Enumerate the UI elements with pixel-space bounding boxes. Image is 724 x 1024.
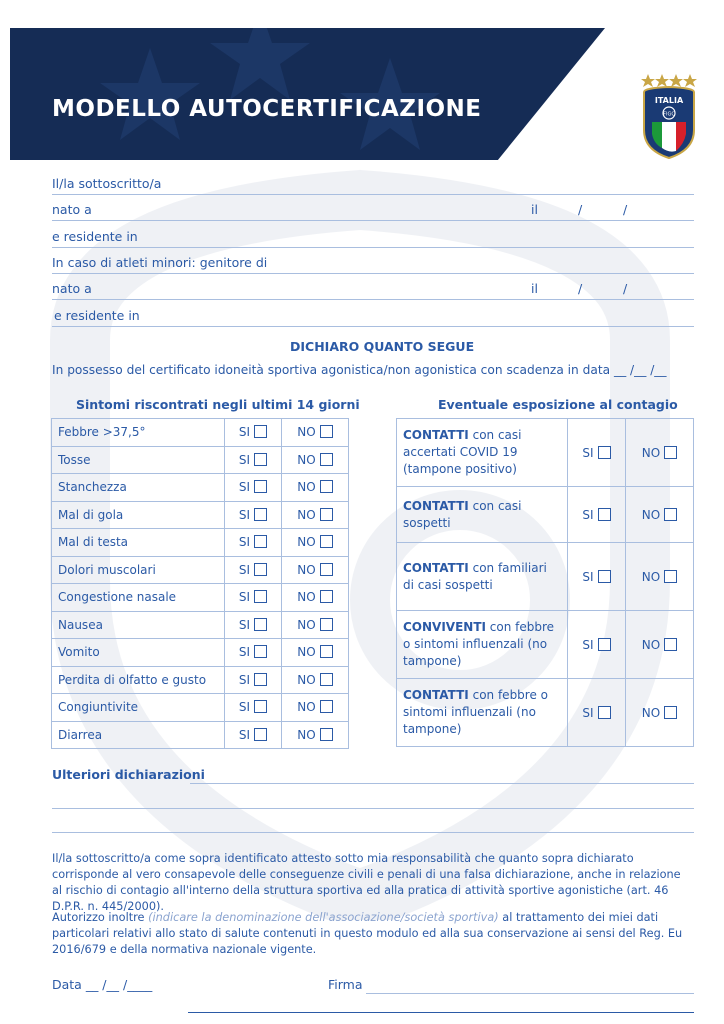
input-line-nato-a-2[interactable]: [52, 299, 694, 300]
no-checkbox[interactable]: [320, 535, 333, 548]
input-line-genitore[interactable]: [52, 273, 694, 274]
esposizione-heading: Eventuale esposizione al contagio: [438, 397, 678, 412]
no-label: NO: [297, 507, 316, 522]
label-residente-2: e residente in: [54, 308, 140, 323]
esposizione-label: [397, 679, 568, 747]
si-cell: [225, 474, 282, 502]
sintomo-label: Nausea: [52, 611, 225, 639]
crest-text: ITALIA: [654, 96, 684, 105]
sintomo-label: Mal di gola: [52, 501, 225, 529]
no-checkbox[interactable]: [320, 425, 333, 438]
si-checkbox[interactable]: [254, 425, 267, 438]
si-label: SI: [238, 727, 251, 742]
si-label: SI: [238, 535, 251, 550]
no-label: NO: [297, 617, 316, 632]
autorizzo-text: al trattamento dei miei dati particolari relativi allo stato di salute contenuti in questo modulo ed alla sua conservazione ai sensi del Reg. Eu 2016/679 e della normativa nazionale vigente.: [52, 911, 683, 956]
no-cell: [281, 639, 348, 667]
attesto-paragraph: Il/la sottoscritto/a come sopra identificato attesto sotto mia responsabilità che quanto sopra dichiarato corrisponde al vero consapevole delle conseguenze civili e penali di una falsa dichiarazione, anche in relazione al rischio di contagio all'interno della struttura sportiva ed alla pratica di attività sportive agonistiche (art. 46 D.P.R. n. 445/2000).: [52, 852, 681, 913]
label-il-2: il: [531, 281, 538, 296]
no-checkbox[interactable]: [320, 645, 333, 658]
star-decoration-icon: [10, 28, 605, 160]
si-label: SI: [238, 590, 251, 605]
si-cell: [225, 694, 282, 722]
si-cell: [225, 666, 282, 694]
no-checkbox[interactable]: [320, 563, 333, 576]
footer-firma: Firma: [328, 977, 363, 992]
si-cell: [568, 679, 626, 747]
si-label: SI: [582, 569, 594, 584]
input-line-residente-2[interactable]: [52, 326, 694, 327]
esposizione-label: [397, 543, 568, 611]
no-cell: [625, 543, 693, 611]
no-label: NO: [297, 562, 316, 577]
dichiaro-heading: DICHIARO QUANTO SEGUE: [290, 339, 475, 354]
table-row: [52, 666, 349, 694]
table-row: [397, 487, 694, 543]
no-checkbox[interactable]: [320, 508, 333, 521]
date-slash: /: [623, 202, 628, 217]
table-row: [397, 543, 694, 611]
si-label: SI: [238, 452, 251, 467]
table-row: [52, 529, 349, 557]
esposizione-text: con casi sospetti: [403, 498, 522, 530]
table-row: [52, 419, 349, 447]
no-cell: [281, 721, 348, 749]
no-cell: [281, 584, 348, 612]
no-cell: [281, 474, 348, 502]
input-line-residente[interactable]: [52, 247, 694, 248]
no-label: NO: [297, 480, 316, 495]
input-line-firma[interactable]: [366, 993, 694, 994]
sintomo-label: Vomito: [52, 639, 225, 667]
table-row: [52, 446, 349, 474]
si-cell: [225, 639, 282, 667]
no-cell: [625, 419, 693, 487]
esposizione-bold: CONVIVENTI: [403, 620, 486, 634]
autorizzo-paragraph: [52, 910, 694, 958]
no-label: NO: [297, 727, 316, 742]
no-label: NO: [641, 637, 661, 652]
no-checkbox[interactable]: [664, 446, 677, 459]
no-checkbox[interactable]: [320, 480, 333, 493]
si-checkbox[interactable]: [254, 508, 267, 521]
si-label: SI: [238, 507, 251, 522]
esposizione-bold: CONTATTI: [403, 688, 469, 702]
si-checkbox[interactable]: [254, 700, 267, 713]
no-cell: [281, 694, 348, 722]
si-label: SI: [238, 672, 251, 687]
si-checkbox[interactable]: [254, 590, 267, 603]
si-checkbox[interactable]: [254, 673, 267, 686]
si-label: SI: [238, 562, 251, 577]
input-line-nato-a[interactable]: [52, 220, 694, 221]
si-label: SI: [238, 617, 251, 632]
label-nato-a-2: nato a: [52, 281, 92, 296]
si-label: SI: [238, 480, 251, 495]
label-residente: e residente in: [52, 229, 138, 244]
no-checkbox[interactable]: [664, 638, 677, 651]
no-cell: [625, 487, 693, 543]
sintomo-label: Diarrea: [52, 721, 225, 749]
date-slash: /: [578, 202, 583, 217]
si-cell: [225, 529, 282, 557]
no-label: NO: [297, 700, 316, 715]
input-line-ulteriori-3[interactable]: [52, 832, 694, 833]
autorizzo-hint: (indicare la denominazione dell'associazione/società sportiva): [148, 911, 499, 924]
si-checkbox[interactable]: [598, 638, 611, 651]
table-row: [52, 474, 349, 502]
no-cell: [625, 611, 693, 679]
no-label: NO: [297, 590, 316, 605]
si-checkbox[interactable]: [254, 645, 267, 658]
no-label: NO: [641, 507, 661, 522]
no-checkbox[interactable]: [320, 700, 333, 713]
date-slash: /: [623, 281, 628, 296]
esposizione-bold: CONTATTI: [403, 428, 469, 442]
no-label: NO: [297, 425, 316, 440]
no-checkbox[interactable]: [664, 508, 677, 521]
esposizione-bold: CONTATTI: [403, 498, 469, 513]
no-label: NO: [297, 672, 316, 687]
no-checkbox[interactable]: [320, 728, 333, 741]
esposizione-text: con febbre o sintomi influenzali (no tampone): [403, 688, 549, 736]
table-row: [397, 419, 694, 487]
certificato-text: In possesso del certificato idoneità sportiva agonistica/non agonistica con scadenza in data __ /__ /__: [52, 363, 667, 377]
si-cell: [225, 721, 282, 749]
si-label: SI: [582, 445, 594, 460]
table-row: [52, 721, 349, 749]
input-line-sottoscritto[interactable]: [52, 194, 694, 195]
date-slash: /: [578, 281, 583, 296]
label-genitore: In caso di atleti minori: genitore di: [52, 255, 268, 270]
si-checkbox[interactable]: [254, 618, 267, 631]
si-cell: [568, 487, 626, 543]
table-row: [52, 584, 349, 612]
no-label: NO: [297, 452, 316, 467]
no-checkbox[interactable]: [320, 618, 333, 631]
page-title: MODELLO AUTOCERTIFICAZIONE: [52, 96, 482, 122]
table-row: [397, 679, 694, 747]
si-label: SI: [582, 637, 594, 652]
si-checkbox[interactable]: [254, 728, 267, 741]
sintomo-label: Dolori muscolari: [52, 556, 225, 584]
no-checkbox[interactable]: [664, 570, 677, 583]
si-label: SI: [238, 645, 251, 660]
si-checkbox[interactable]: [254, 535, 267, 548]
crest-sub-text: FIGC: [663, 111, 675, 118]
header-band: [10, 28, 605, 160]
sintomo-label: Congiuntivite: [52, 694, 225, 722]
sintomo-label: Mal di testa: [52, 529, 225, 557]
si-cell: [225, 446, 282, 474]
si-checkbox[interactable]: [254, 453, 267, 466]
no-checkbox[interactable]: [320, 673, 333, 686]
si-checkbox[interactable]: [598, 508, 611, 521]
si-checkbox[interactable]: [254, 563, 267, 576]
esposizione-label: [397, 487, 568, 543]
sintomo-label: Febbre >37,5°: [52, 419, 225, 447]
si-cell: [225, 419, 282, 447]
si-label: SI: [238, 425, 251, 440]
si-checkbox[interactable]: [598, 570, 611, 583]
table-row: [52, 639, 349, 667]
label-nato-a: nato a: [52, 202, 92, 217]
no-cell: [625, 679, 693, 747]
no-cell: [281, 419, 348, 447]
esposizione-table: [396, 418, 694, 747]
si-checkbox[interactable]: [254, 480, 267, 493]
sintomo-label: Congestione nasale: [52, 584, 225, 612]
no-cell: [281, 666, 348, 694]
si-cell: [225, 501, 282, 529]
label-il: il: [531, 202, 538, 217]
si-label: SI: [582, 507, 594, 522]
sintomo-label: Tosse: [52, 446, 225, 474]
no-cell: [281, 446, 348, 474]
esposizione-text: con casi accertati COVID 19 (tampone positivo): [403, 428, 522, 476]
no-checkbox[interactable]: [320, 590, 333, 603]
si-label: SI: [582, 705, 594, 720]
no-cell: [281, 611, 348, 639]
figc-crest-icon: [640, 70, 698, 160]
no-label: NO: [297, 535, 316, 550]
esposizione-bold: CONTATTI: [403, 560, 469, 575]
no-label: NO: [641, 705, 661, 720]
sintomo-label: Perdita di olfatto e gusto: [52, 666, 225, 694]
sintomi-heading: Sintomi riscontrati negli ultimi 14 giorni: [76, 397, 360, 412]
table-row: [52, 611, 349, 639]
si-label: SI: [238, 700, 251, 715]
input-line-ulteriori-1[interactable]: [190, 783, 694, 784]
esposizione-text: con familiari di casi sospetti: [403, 560, 547, 592]
si-checkbox[interactable]: [598, 446, 611, 459]
no-cell: [281, 529, 348, 557]
si-checkbox[interactable]: [598, 706, 611, 719]
esposizione-label: [397, 611, 568, 679]
si-cell: [568, 543, 626, 611]
esposizione-text: con febbre o sintomi influenzali (no tampone): [403, 620, 555, 668]
si-cell: [568, 611, 626, 679]
esposizione-label: [397, 419, 568, 487]
no-checkbox[interactable]: [664, 706, 677, 719]
footer-data: Data __ /__ /____: [52, 977, 153, 992]
autorizzo-label: Autorizzo inoltre: [52, 911, 145, 924]
table-row: [52, 694, 349, 722]
no-cell: [281, 501, 348, 529]
si-cell: [225, 584, 282, 612]
si-cell: [568, 419, 626, 487]
sintomi-table: [51, 418, 349, 749]
no-checkbox[interactable]: [320, 453, 333, 466]
table-row: [397, 611, 694, 679]
no-cell: [281, 556, 348, 584]
label-sottoscritto: Il/la sottoscritto/a: [52, 176, 162, 191]
table-row: [52, 556, 349, 584]
input-line-ulteriori-2[interactable]: [52, 808, 694, 809]
no-label: NO: [297, 645, 316, 660]
ulteriori-heading: Ulteriori dichiarazioni: [52, 767, 205, 782]
si-cell: [225, 611, 282, 639]
bottom-rule: [188, 1012, 694, 1013]
sintomo-label: Stanchezza: [52, 474, 225, 502]
no-label: NO: [641, 445, 661, 460]
si-cell: [225, 556, 282, 584]
no-label: NO: [641, 569, 661, 584]
table-row: [52, 501, 349, 529]
